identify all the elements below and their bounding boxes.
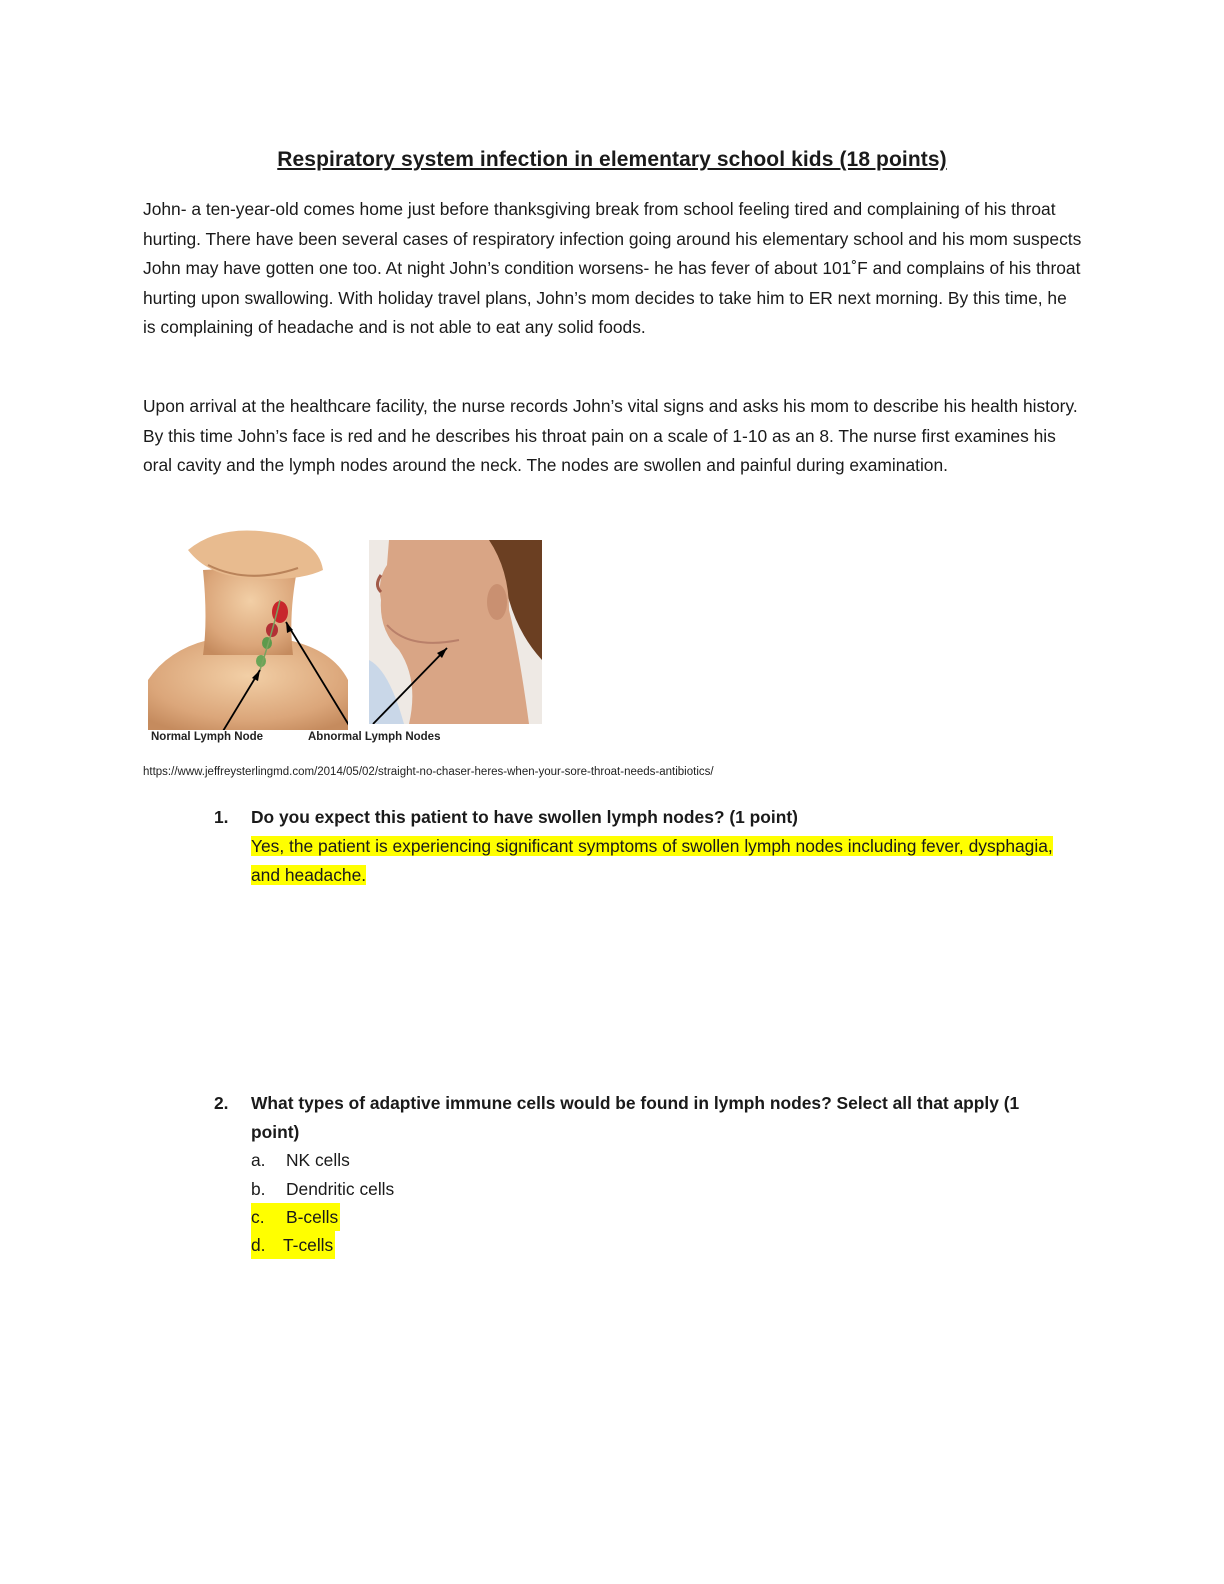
- option-a: [251, 1146, 350, 1174]
- question-text: Do you expect this patient to have swollen lymph nodes? (1 point): [251, 807, 798, 827]
- option-text: T-cells: [283, 1235, 334, 1255]
- question-1-answer: [251, 832, 1071, 889]
- option-letter: d.: [251, 1235, 266, 1255]
- option-text: NK cells: [286, 1150, 350, 1170]
- swollen-neck-photo: [369, 540, 542, 724]
- highlighted-answer: Yes, the patient is experiencing significant symptoms of swollen lymph nodes including fever, dysphagia, and headache.: [251, 836, 1053, 885]
- option-d-highlighted: [251, 1231, 335, 1259]
- caption-normal-lymph-node: Normal Lymph Node: [151, 731, 264, 743]
- option-text: B-cells: [286, 1207, 339, 1227]
- option-text: Dendritic cells: [286, 1179, 395, 1199]
- question-number: 2.: [214, 1093, 229, 1113]
- option-letter: b.: [251, 1179, 266, 1199]
- neck-lymph-illustration: [148, 530, 348, 730]
- option-c-highlighted: [251, 1203, 340, 1231]
- document-title: Respiratory system infection in elementary school kids (18 points): [277, 148, 947, 171]
- option-letter: a.: [251, 1150, 266, 1170]
- option-letter: c.: [251, 1207, 265, 1227]
- case-paragraph-1: John- a ten-year-old comes home just before thanksgiving break from school feeling tired and complaining of his throat hurting. There have been several cases of respiratory infection going around his elementary school and his mom suspects John may have gotten one too. At night John’s condition worsens- he has fever of about 101˚F and complains of his throat hurting upon swallowing. With holiday travel plans, John’s mom decides to take him to ER next morning. By this time, he is complaining of headache and is not able to eat any solid foods.: [143, 199, 1082, 337]
- image-source-url: https://www.jeffreysterlingmd.com/2014/05/02/straight-no-chaser-heres-when-your-sore-throat-needs-antibiotics/: [143, 766, 714, 778]
- question-number: 1.: [214, 807, 229, 827]
- question-text: What types of adaptive immune cells would be found in lymph nodes? Select all that apply (1 point): [251, 1093, 1020, 1142]
- case-paragraph-2: Upon arrival at the healthcare facility, the nurse records John’s vital signs and asks his mom to describe his health history. By this time John’s face is red and he describes his throat pain on a scale of 1-10 as an 8. The nurse first examines his oral cavity and the lymph nodes around the neck. The nodes are swollen and painful during examination.: [143, 396, 1078, 475]
- option-b: [251, 1175, 394, 1203]
- caption-abnormal-lymph-nodes: Abnormal Lymph Nodes: [308, 731, 441, 743]
- lymph-node-figure: [140, 524, 560, 754]
